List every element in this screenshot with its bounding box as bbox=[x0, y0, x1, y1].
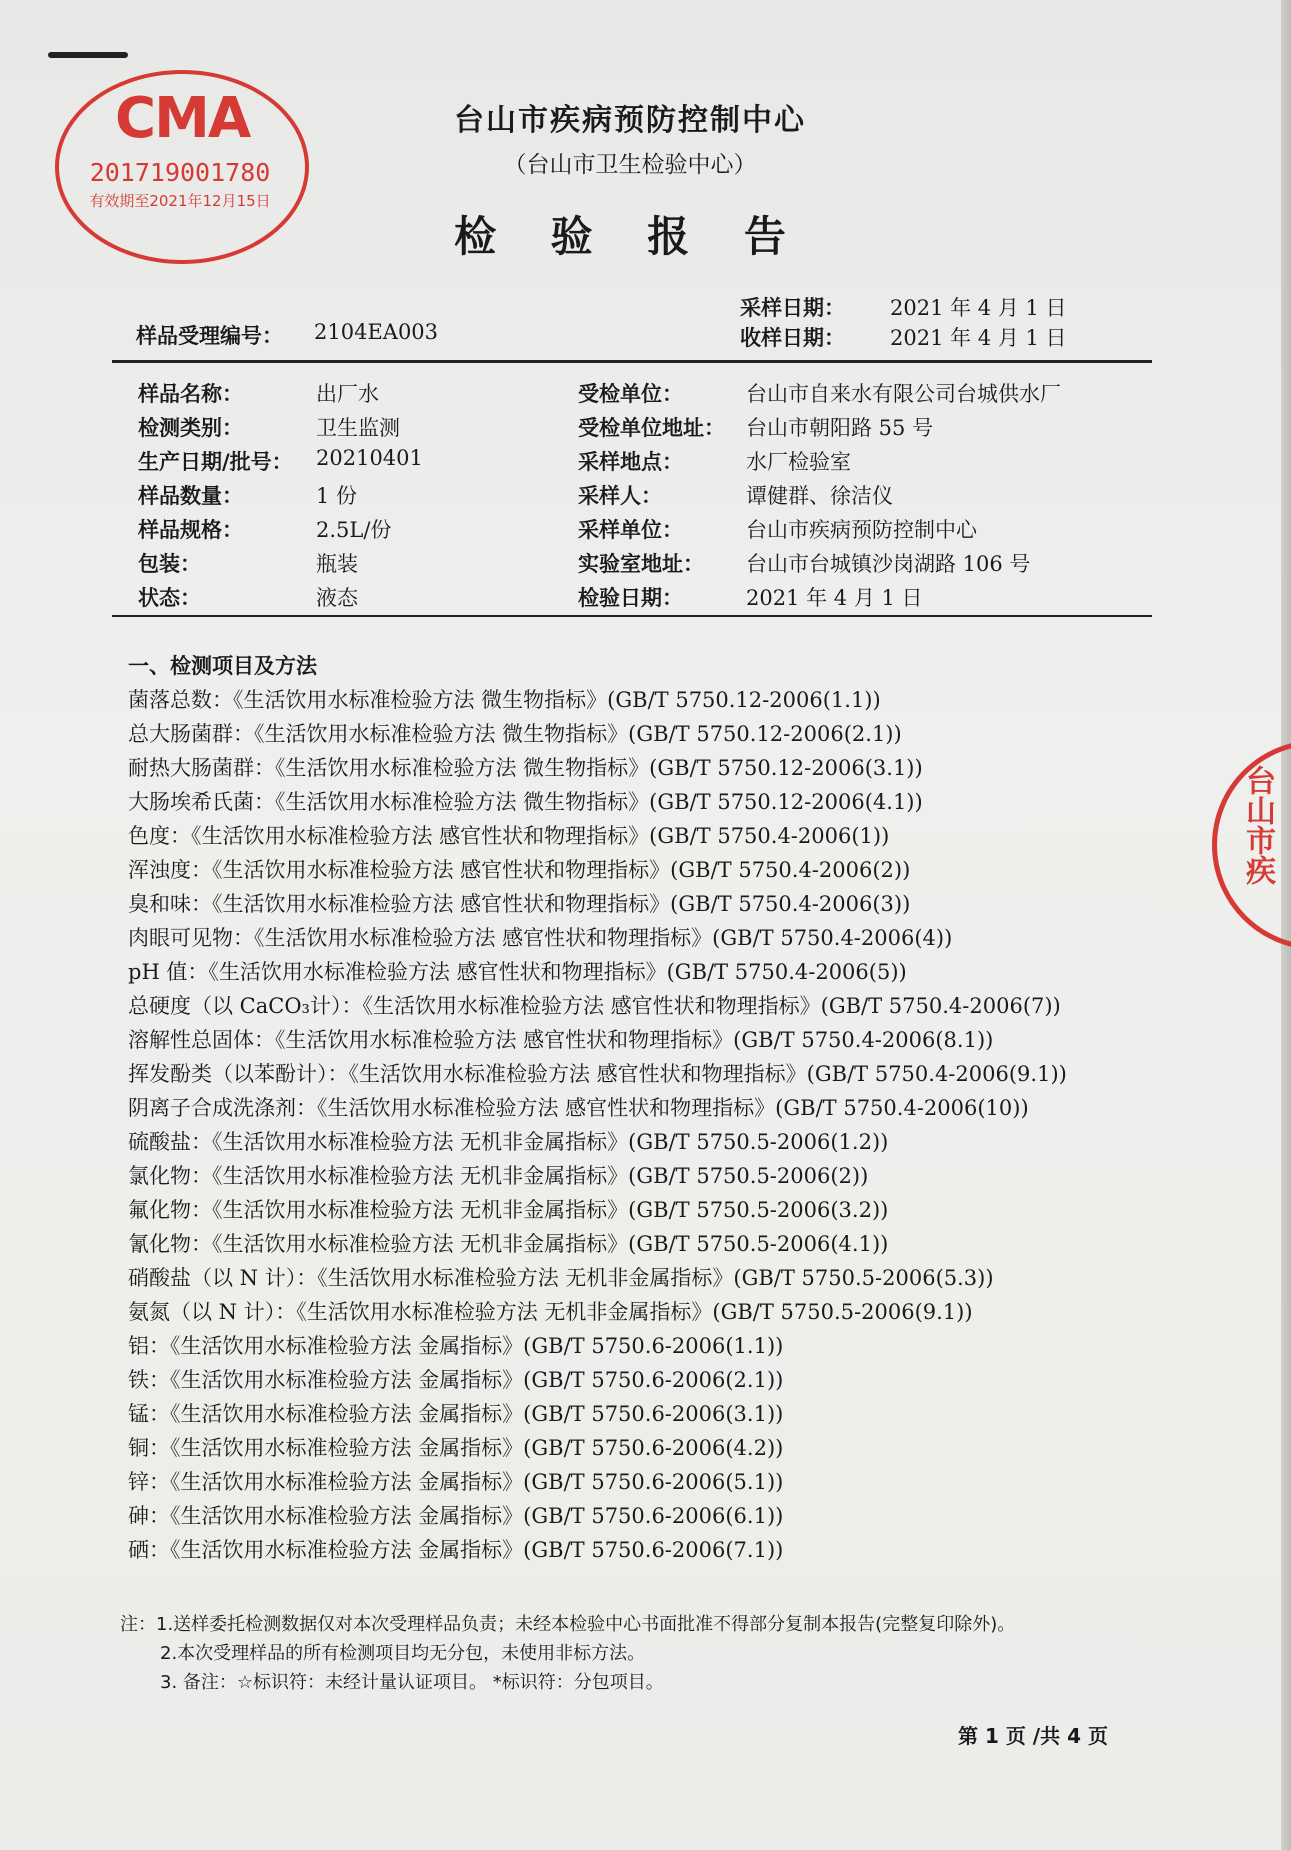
info-left-label: 检测类别： bbox=[138, 416, 243, 440]
info-left-value: 20210401 bbox=[316, 446, 423, 470]
method-item: 硒：《生活饮用水标准检验方法 金属指标》(GB/T 5750.6-2006(7.1)) bbox=[128, 1538, 784, 1562]
sampling-date-label: 采样日期： bbox=[740, 296, 845, 320]
info-left-value: 卫生监测 bbox=[316, 416, 400, 440]
method-item: 耐热大肠菌群：《生活饮用水标准检验方法 微生物指标》(GB/T 5750.12-2006(3.1)) bbox=[128, 756, 923, 780]
info-right-value: 台山市自来水有限公司台城供水厂 bbox=[746, 382, 1061, 406]
info-right-value: 谭健群、徐洁仪 bbox=[746, 484, 893, 508]
info-left-value: 液态 bbox=[316, 586, 358, 610]
note-3: 3. 备注：☆标识符：未经计量认证项目。 *标识符：分包项目。 bbox=[160, 1672, 664, 1693]
bottom-rule bbox=[112, 615, 1152, 617]
method-item: 臭和味：《生活饮用水标准检验方法 感官性状和物理指标》(GB/T 5750.4-2006(3)) bbox=[128, 892, 911, 916]
method-item: 肉眼可见物：《生活饮用水标准检验方法 感官性状和物理指标》(GB/T 5750.4-2006(4)) bbox=[128, 926, 953, 950]
info-right-value: 2021 年 4 月 1 日 bbox=[746, 586, 923, 610]
org-stamp bbox=[1212, 740, 1291, 950]
method-item: 硫酸盐：《生活饮用水标准检验方法 无机非金属指标》(GB/T 5750.5-2006(1.2)) bbox=[128, 1130, 889, 1154]
org-stamp-text: 台山市疾 bbox=[1240, 765, 1275, 885]
method-item: 氯化物：《生活饮用水标准检验方法 无机非金属指标》(GB/T 5750.5-2006(2)) bbox=[128, 1164, 869, 1188]
info-left-label: 样品规格： bbox=[138, 518, 243, 542]
info-left-value: 出厂水 bbox=[316, 382, 379, 406]
sample-no-label: 样品受理编号： bbox=[136, 324, 283, 348]
method-item: 总硬度（以 CaCO₃计）：《生活饮用水标准检验方法 感官性状和物理指标》(GB/T 5750.4-2006(7)) bbox=[128, 994, 1061, 1018]
receive-date-label: 收样日期： bbox=[740, 326, 845, 350]
method-item: 溶解性总固体：《生活饮用水标准检验方法 感官性状和物理指标》(GB/T 5750.4-2006(8.1)) bbox=[128, 1028, 994, 1052]
info-right-label: 受检单位地址： bbox=[578, 416, 725, 440]
top-rule bbox=[112, 360, 1152, 363]
info-right-value: 水厂检验室 bbox=[746, 450, 851, 474]
method-item: 总大肠菌群：《生活饮用水标准检验方法 微生物指标》(GB/T 5750.12-2006(2.1)) bbox=[128, 722, 902, 746]
page-number: 第 1 页 /共 4 页 bbox=[958, 1724, 1108, 1748]
report-title: 检 验 报 告 bbox=[454, 212, 806, 261]
info-right-label: 采样人： bbox=[578, 484, 662, 508]
method-item: pH 值：《生活饮用水标准检验方法 感官性状和物理指标》(GB/T 5750.4-2006(5)) bbox=[128, 960, 907, 984]
methods-title: 一、检测项目及方法 bbox=[128, 654, 317, 678]
method-item: 浑浊度：《生活饮用水标准检验方法 感官性状和物理指标》(GB/T 5750.4-2006(2)) bbox=[128, 858, 911, 882]
receive-date: 2021 年 4 月 1 日 bbox=[890, 326, 1067, 350]
method-item: 铝：《生活饮用水标准检验方法 金属指标》(GB/T 5750.6-2006(1.1)) bbox=[128, 1334, 784, 1358]
info-right-label: 实验室地址： bbox=[578, 552, 704, 576]
seal-valid-until: 有效期至2021年12月15日 bbox=[89, 192, 271, 210]
info-left-value: 瓶装 bbox=[316, 552, 358, 576]
info-left-label: 状态： bbox=[138, 586, 201, 610]
method-item: 氰化物：《生活饮用水标准检验方法 无机非金属指标》(GB/T 5750.5-2006(4.1)) bbox=[128, 1232, 889, 1256]
info-left-label: 样品名称： bbox=[138, 382, 243, 406]
method-item: 铁：《生活饮用水标准检验方法 金属指标》(GB/T 5750.6-2006(2.1)) bbox=[128, 1368, 784, 1392]
note-2: 2.本次受理样品的所有检测项目均无分包，未使用非标方法。 bbox=[160, 1643, 646, 1664]
note-1: 注：1.送样委托检测数据仅对本次受理样品负责；未经本检验中心书面批准不得部分复制本报告(完整复印除外)。 bbox=[120, 1614, 1016, 1635]
method-item: 氨氮（以 N 计）：《生活饮用水标准检验方法 无机非金属指标》(GB/T 5750.5-2006(9.1)) bbox=[128, 1300, 973, 1324]
info-left-value: 2.5L/份 bbox=[316, 518, 392, 542]
info-right-label: 受检单位： bbox=[578, 382, 683, 406]
org-name: 台山市疾病预防控制中心 bbox=[454, 103, 806, 138]
info-left-label: 包装： bbox=[138, 552, 201, 576]
notes bbox=[120, 1610, 1015, 1697]
info-left-label: 生产日期/批号： bbox=[138, 450, 293, 474]
method-item: 砷：《生活饮用水标准检验方法 金属指标》(GB/T 5750.6-2006(6.1)) bbox=[128, 1504, 784, 1528]
method-item: 大肠埃希氏菌：《生活饮用水标准检验方法 微生物指标》(GB/T 5750.12-2006(4.1)) bbox=[128, 790, 923, 814]
method-item: 挥发酚类（以苯酚计）：《生活饮用水标准检验方法 感官性状和物理指标》(GB/T 5750.4-2006(9.1)) bbox=[128, 1062, 1067, 1086]
info-left-value: 1 份 bbox=[316, 484, 358, 508]
info-right-value: 台山市朝阳路 55 号 bbox=[746, 416, 934, 440]
method-item: 锰：《生活饮用水标准检验方法 金属指标》(GB/T 5750.6-2006(3.1)) bbox=[128, 1402, 784, 1426]
seal-cert-number: 201719001780 bbox=[89, 158, 271, 187]
info-right-label: 采样地点： bbox=[578, 450, 683, 474]
info-right-value: 台山市疾病预防控制中心 bbox=[746, 518, 977, 542]
sampling-date: 2021 年 4 月 1 日 bbox=[890, 296, 1067, 320]
pen-mark bbox=[48, 52, 128, 58]
org-alt-name: （台山市卫生检验中心） bbox=[503, 152, 757, 178]
info-right-value: 台山市台城镇沙岗湖路 106 号 bbox=[746, 552, 1031, 576]
info-right-label: 检验日期： bbox=[578, 586, 683, 610]
method-item: 色度：《生活饮用水标准检验方法 感官性状和物理指标》(GB/T 5750.4-2006(1)) bbox=[128, 824, 890, 848]
method-item: 阴离子合成洗涤剂：《生活饮用水标准检验方法 感官性状和物理指标》(GB/T 5750.4-2006(10)) bbox=[128, 1096, 1029, 1120]
method-item: 锌：《生活饮用水标准检验方法 金属指标》(GB/T 5750.6-2006(5.1)) bbox=[128, 1470, 784, 1494]
method-item: 硝酸盐（以 N 计）：《生活饮用水标准检验方法 无机非金属指标》(GB/T 5750.5-2006(5.3)) bbox=[128, 1266, 994, 1290]
method-item: 铜：《生活饮用水标准检验方法 金属指标》(GB/T 5750.6-2006(4.2)) bbox=[128, 1436, 784, 1460]
method-item: 氟化物：《生活饮用水标准检验方法 无机非金属指标》(GB/T 5750.5-2006(3.2)) bbox=[128, 1198, 889, 1222]
sample-no: 2104EA003 bbox=[314, 320, 439, 344]
info-right-label: 采样单位： bbox=[578, 518, 683, 542]
seal-logo: CMA bbox=[115, 86, 250, 151]
info-left-label: 样品数量： bbox=[138, 484, 243, 508]
method-item: 菌落总数：《生活饮用水标准检验方法 微生物指标》(GB/T 5750.12-2006(1.1)) bbox=[128, 688, 881, 712]
